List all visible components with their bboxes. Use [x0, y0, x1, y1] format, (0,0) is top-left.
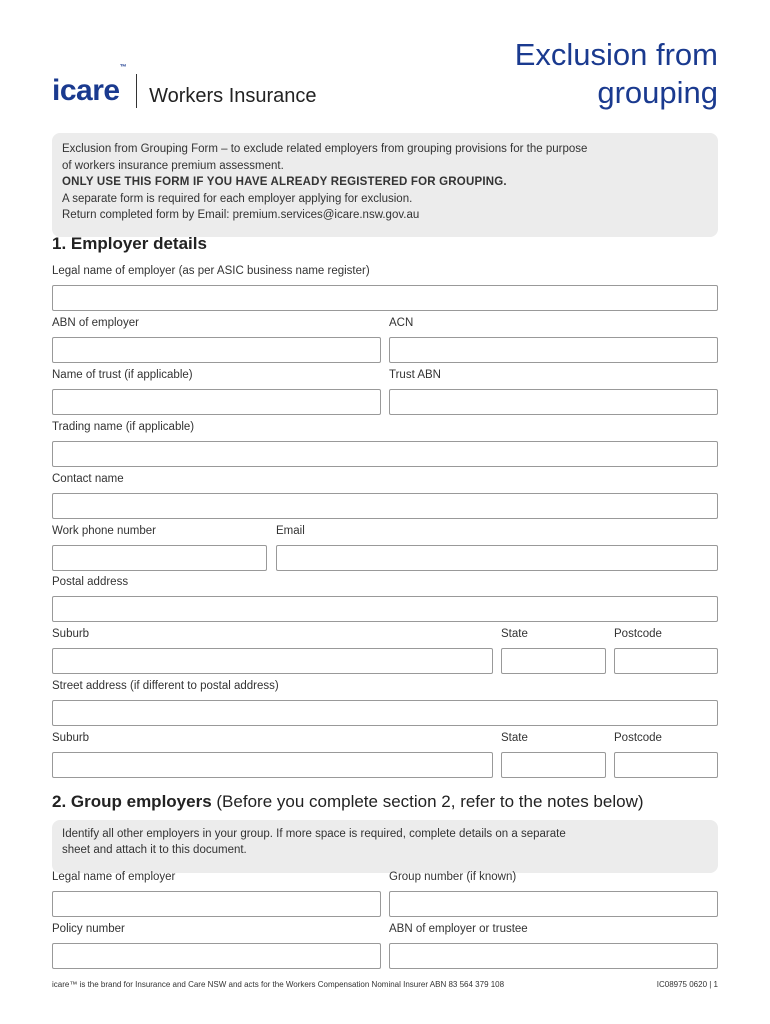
legal-name-label: Legal name of employer (as per ASIC business name register)	[52, 265, 370, 277]
instructions-email: Return completed form by Email: premium.services@icare.nsw.gov.au	[62, 209, 420, 221]
street-suburb-input[interactable]	[52, 752, 493, 778]
footer-page-number: IC08975 0620 | 1	[656, 980, 718, 989]
logo-subtitle: Workers Insurance	[149, 85, 317, 107]
acn-label: ACN	[389, 317, 414, 329]
trust-abn-input[interactable]	[389, 389, 718, 415]
document-title	[458, 36, 718, 112]
trust-abn-label: Trust ABN	[389, 369, 441, 381]
group-instructions-line: Identify all other employers in your group. If more space is required, complete details on a separate	[62, 828, 566, 840]
street-address-input[interactable]	[52, 700, 718, 726]
legal-name-input[interactable]	[52, 285, 718, 311]
policy-number-input[interactable]	[52, 943, 381, 969]
section-1-heading: 1. Employer details	[52, 234, 207, 253]
instructions-line: A separate form is required for each employer applying for exclusion.	[62, 192, 413, 205]
icare-logo	[52, 64, 317, 109]
postal-postcode-input[interactable]	[614, 648, 718, 674]
policy-number-label: Policy number	[52, 923, 125, 935]
street-suburb-label: Suburb	[52, 732, 90, 744]
logo-divider	[136, 74, 137, 108]
document-title-line1: Exclusion from	[514, 37, 718, 72]
instructions-warning: ONLY USE THIS FORM IF YOU HAVE ALREADY REGISTERED FOR GROUPING.	[62, 176, 507, 188]
street-state-label: State	[501, 732, 528, 744]
section-2-heading-title: 2. Group employers	[52, 792, 212, 811]
street-state-input[interactable]	[501, 752, 606, 778]
street-address-label: Street address (if different to postal address)	[52, 680, 279, 692]
abn-label: ABN of employer	[52, 317, 139, 329]
group-number-input[interactable]	[389, 891, 718, 917]
group-instructions-box	[52, 820, 718, 873]
section-2-heading-note: (Before you complete section 2, refer to the notes below)	[211, 792, 644, 811]
page-footer	[52, 980, 718, 989]
postal-state-label: State	[501, 628, 528, 640]
email-input[interactable]	[276, 545, 718, 571]
logo-wordmark: icare™	[52, 64, 127, 107]
document-title-line2: grouping	[597, 75, 718, 110]
postal-address-label: Postal address	[52, 576, 129, 588]
trust-name-input[interactable]	[52, 389, 381, 415]
postal-postcode-label: Postcode	[614, 628, 662, 640]
group-instructions-line: sheet and attach it to this document.	[62, 843, 247, 856]
contact-name-input[interactable]	[52, 493, 718, 519]
postal-suburb-input[interactable]	[52, 648, 493, 674]
section-2-heading	[52, 792, 644, 812]
abn-input[interactable]	[52, 337, 381, 363]
group-legal-name-label: Legal name of employer	[52, 871, 176, 883]
contact-name-label: Contact name	[52, 473, 124, 485]
postal-suburb-label: Suburb	[52, 628, 90, 640]
trading-name-label: Trading name (if applicable)	[52, 421, 195, 433]
trading-name-input[interactable]	[52, 441, 718, 467]
trust-name-label: Name of trust (if applicable)	[52, 369, 193, 381]
footer-legal-text: icare™ is the brand for Insurance and Care NSW and acts for the Workers Compensation Nominal Insurer ABN 83 564 379 108	[52, 980, 505, 989]
instructions-line: of workers insurance premium assessment.	[62, 159, 284, 172]
instructions-line: Exclusion from Grouping Form – to exclude related employers from grouping provisions for the purpose	[62, 143, 588, 155]
postal-state-input[interactable]	[501, 648, 606, 674]
postal-address-input[interactable]	[52, 596, 718, 622]
work-phone-label: Work phone number	[52, 525, 156, 537]
work-phone-input[interactable]	[52, 545, 267, 571]
abn-trustee-label: ABN of employer or trustee	[389, 923, 528, 935]
instructions-box	[52, 133, 718, 237]
acn-input[interactable]	[389, 337, 718, 363]
email-label: Email	[276, 525, 305, 537]
abn-trustee-input[interactable]	[389, 943, 718, 969]
street-postcode-label: Postcode	[614, 732, 662, 744]
group-number-label: Group number (if known)	[389, 871, 517, 883]
street-postcode-input[interactable]	[614, 752, 718, 778]
group-legal-name-input[interactable]	[52, 891, 381, 917]
